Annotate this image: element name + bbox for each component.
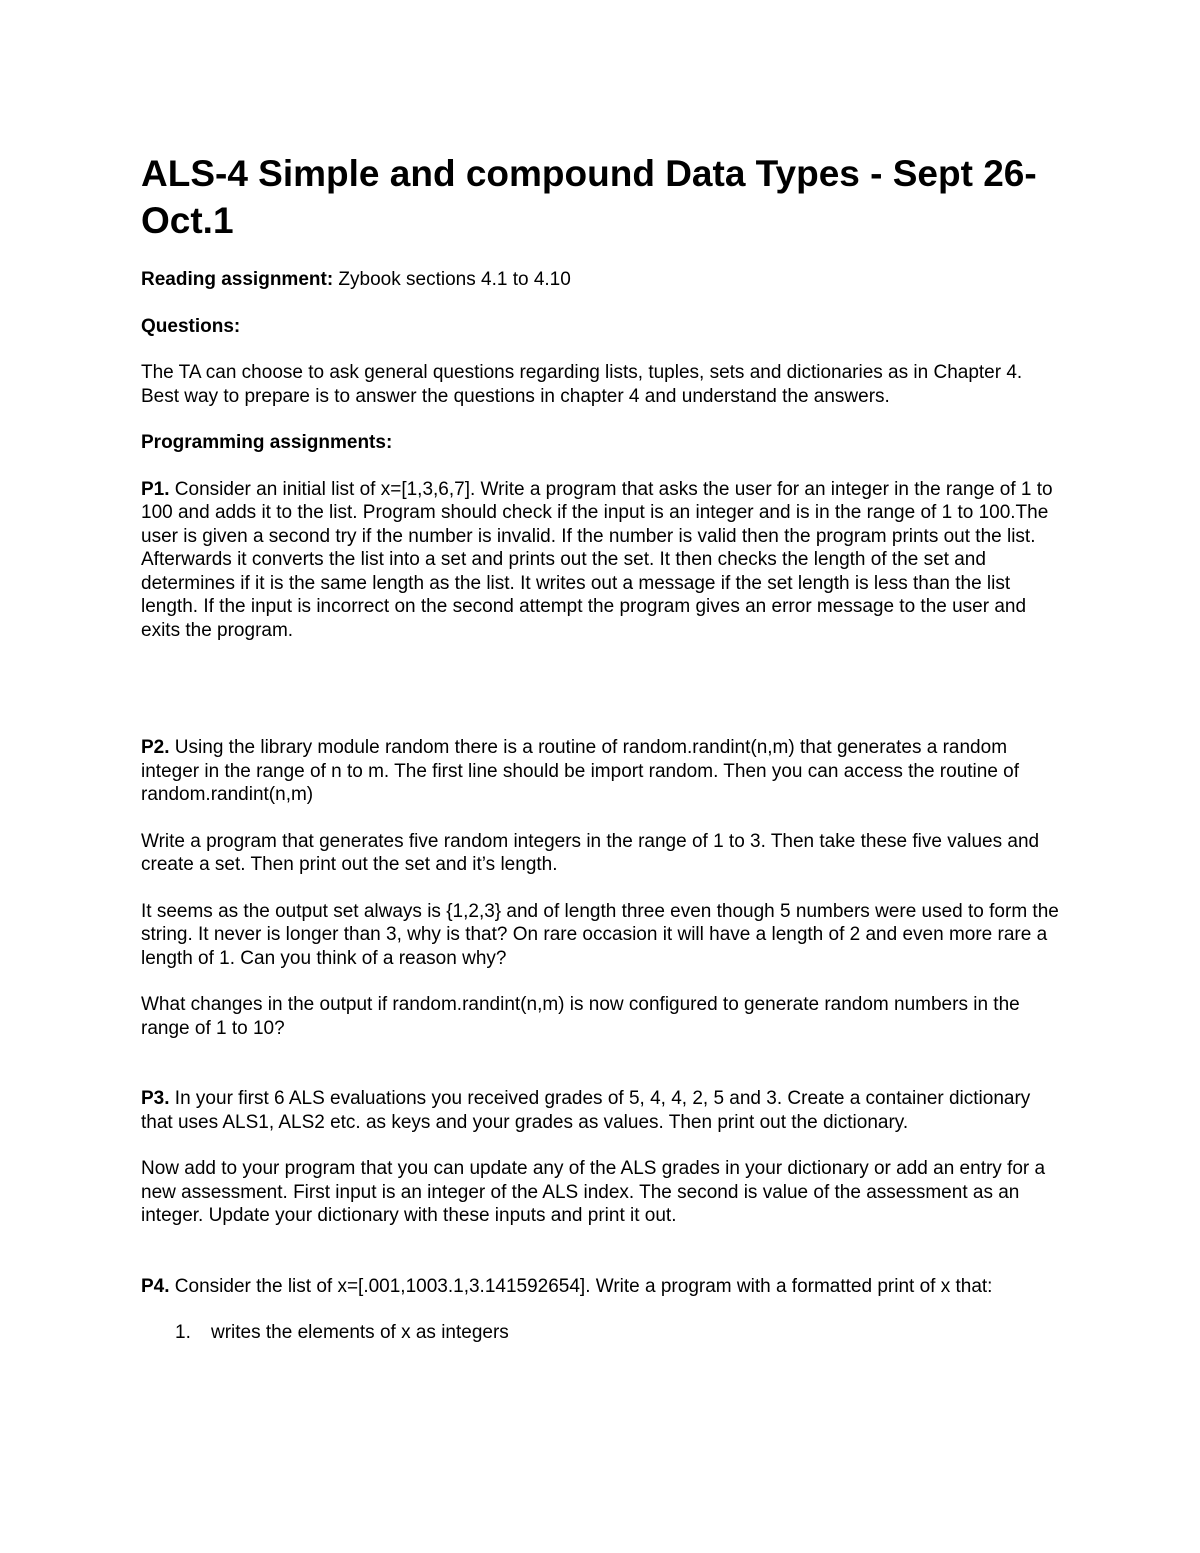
- reading-assignment: [141, 268, 1061, 292]
- questions-heading: Questions:: [141, 315, 241, 337]
- p1-text: Consider an initial list of x=[1,3,6,7]. Write a program that asks the user for an integer in the range of 1 to 100 and adds it to the list. Program should check if the input is an integer and is in the range of 1 to 100.The user is given a second try if the number is invalid. If the number is valid then the program prints out the list. Afterwards it converts the list into a set and prints out the set. It then checks the length of the set and determines if it is the same length as the list. It writes out a message if the set length is less than the list length. If the input is incorrect on the second attempt the program gives an error message to the user and exits the program.: [141, 478, 1053, 641]
- p2-paragraph-4: What changes in the output if random.randint(n,m) is now configured to generate random numbers in the range of 1 to 10?: [141, 994, 1020, 1039]
- p4-paragraph: [141, 1275, 1061, 1299]
- p3-paragraph: [141, 1087, 1061, 1134]
- p1-paragraph: [141, 478, 1061, 643]
- p4-list: [141, 1321, 1061, 1345]
- p2-label: P2.: [141, 737, 170, 758]
- p1-label: P1.: [141, 478, 170, 500]
- p4-text: Consider the list of x=[.001,1003.1,3.141592654]. Write a program with a formatted print of x that:: [169, 1275, 993, 1297]
- document-page: [141, 150, 1061, 1345]
- list-item-number: 1.: [175, 1322, 191, 1343]
- p3-text: In your first 6 ALS evaluations you received grades of 5, 4, 4, 2, 5 and 3. Create a container dictionary that uses ALS1, ALS2 etc. as keys and your grades as values. Then print out the dictionary.: [141, 1088, 1031, 1133]
- reading-assignment-label: Reading assignment:: [141, 269, 334, 290]
- p3-label: P3.: [141, 1088, 170, 1109]
- document-title: ALS-4 Simple and compound Data Types - Sept 26-Oct.1: [141, 153, 1037, 241]
- questions-text: The TA can choose to ask general questions regarding lists, tuples, sets and dictionaries as in Chapter 4. Best way to prepare is to answer the questions in chapter 4 and understand the answers.: [141, 362, 1023, 407]
- programming-heading: Programming assignments:: [141, 432, 393, 453]
- list-item: [141, 1321, 1061, 1345]
- p2-text: Using the library module random there is a routine of random.randint(n,m) that generates a random integer in the range of n to m. The first line should be import random. Then you can access the routine of random.randint(n,m): [141, 737, 1020, 805]
- p2-paragraph-2: Write a program that generates five random integers in the range of 1 to 3. Then take these five values and create a set. Then print out the set and it’s length.: [141, 830, 1040, 875]
- p4-label: P4.: [141, 1275, 170, 1297]
- p3-paragraph-2: Now add to your program that you can update any of the ALS grades in your dictionary or add an entry for a new assessment. First input is an integer of the ALS index. The second is value of the assessment as an integer. Update your dictionary with these inputs and print it out.: [141, 1158, 1046, 1226]
- p2-paragraph: [141, 736, 1061, 807]
- reading-assignment-text: Zybook sections 4.1 to 4.10: [333, 269, 571, 290]
- p2-paragraph-3: It seems as the output set always is {1,2,3} and of length three even though 5 numbers were used to form the string. It never is longer than 3, why is that? On rare occasion it will have a length of 2 and even more rare a length of 1. Can you think of a reason why?: [141, 900, 1059, 969]
- list-item-text: writes the elements of x as integers: [211, 1322, 509, 1343]
